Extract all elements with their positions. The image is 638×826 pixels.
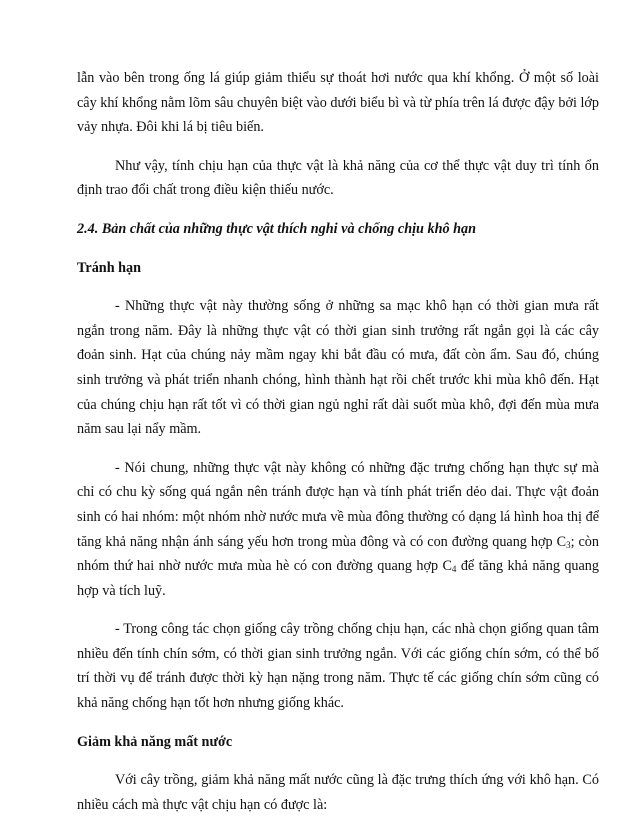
paragraph-ephemeral-groups-text-b: ; còn nhóm thứ hai nhờ nước mưa mùa hè có con đường quang hợp C <box>77 533 599 575</box>
paragraph-leaf-adaptation: lẫn vào bên trong ống lá giúp giảm thiểu sự thoát hơi nước qua khí khổng. Ở một số loài cây khí khổng nằm lõm sâu chuyên biệt vào dưới biểu bì và từ phía trên lá được đậy bởi lớp vảy nhựa. Đôi khi lá bị tiêu biến. <box>77 70 599 136</box>
paragraph-drought-tolerance-definition: Như vậy, tính chịu hạn của thực vật là khả năng của cơ thể thực vật duy trì tính ổn định trao đổi chất trong điều kiện thiếu nước. <box>77 157 599 199</box>
document-page <box>77 66 599 817</box>
c4-subscript: 4 <box>451 564 457 575</box>
paragraph-reduce-water-loss: Với cây trồng, giảm khả năng mất nước cũng là đặc trưng thích ứng với khô hạn. Có nhiều cách mà thực vật chịu hạn có được là: <box>77 772 599 813</box>
paragraph-early-maturing-varieties: - Trong công tác chọn giống cây trồng chống chịu hạn, các nhà chọn giống quan tâm nhiều đến tính chín sớm, có thời gian sinh trưởng ngắn. Với các giống chín sớm, có thể bố trí thời vụ để tránh được thời kỳ hạn nặng trong năm. Thực tế các giống chín sớm cũng có khả năng chống hạn tốt hơn nhưng giống khác. <box>77 621 599 712</box>
paragraph-ephemeral-groups-text-a: - Nói chung, những thực vật này không có những đặc trưng chống hạn thực sự mà chỉ có chu kỳ sống quá ngắn nên tránh được hạn và tính phát triển dẻo dai. Thực vật đoản sinh có hai nhóm: một nhóm nhờ nước mưa về mùa đông thường có dạng lá hình hoa thị để tăng khả năng nhận ánh sáng yếu hơn trong mùa đông và có con đường quang hợp C <box>77 459 599 550</box>
paragraph-ephemeral-groups <box>77 456 599 604</box>
section-heading: 2.4. Bản chất của những thực vật thích nghi và chống chịu khô hạn <box>77 220 476 237</box>
paragraph-ephemeral-groups-text-c: để tăng khả năng quang hợp và tích luỹ. <box>77 558 599 599</box>
subheading-reduce-water-loss: Giảm khả năng mất nước <box>77 733 233 750</box>
subheading-avoid-drought: Tránh hạn <box>77 259 142 276</box>
paragraph-ephemeral-plants: - Những thực vật này thường sống ở những sa mạc khô hạn có thời gian mưa rất ngắn trong năm. Đây là những thực vật có thời gian sinh trưởng rất ngắn gọi là các cây đoản sinh. Hạt của chúng nảy mầm ngay khi bắt đầu có mưa, đất còn ẩm. Sau đó, chúng sinh trưởng và phát triển nhanh chóng, hình thành hạt rồi chết trước khi mùa khô đến. Hạt của chúng chịu hạn rất tốt vì có thời gian ngủ nghỉ rất dài suốt mùa khô, đợi đến mùa mưa năm sau lại nẩy mầm. <box>77 298 599 438</box>
c3-subscript: 3 <box>566 539 571 550</box>
